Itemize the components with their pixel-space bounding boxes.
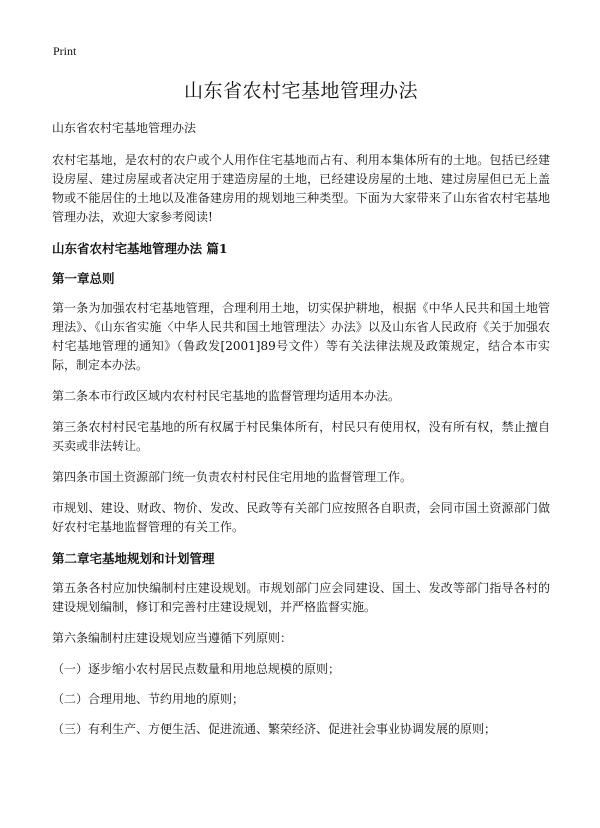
chapter-1-heading: 第一章总则 bbox=[52, 271, 115, 286]
article-6-paragraph: 第六条编制村庄建设规划应当遵循下列原则： bbox=[52, 631, 293, 645]
print-link[interactable]: Print bbox=[53, 44, 77, 58]
article-4-continuation-paragraph: 市规划、建设、财政、物价、发改、民政等有关部门应按照各自职责，会同市国土资源部门做好农村宅基地监督管理的有关工作。 bbox=[52, 501, 550, 534]
document-subtitle: 山东省农村宅基地管理办法 bbox=[52, 121, 197, 135]
article-4-paragraph: 第四条市国土资源部门统一负责农村村民住宅用地的监督管理工作。 bbox=[52, 470, 413, 484]
article-3-paragraph: 第三条农村村民宅基地的所有权属于村民集体所有，村民只有使用权，没有所有权，禁止擅自买卖或非法转让。 bbox=[52, 420, 550, 453]
principle-item-1: （一）逐步缩小农村居民点数量和用地总规模的原则； bbox=[52, 662, 341, 676]
chapter-2-heading: 第二章宅基地规划和计划管理 bbox=[52, 551, 215, 566]
page-title: 山东省农村宅基地管理办法 bbox=[183, 80, 418, 102]
article-2-paragraph: 第二条本市行政区域内农村村民宅基地的监督管理均适用本办法。 bbox=[52, 389, 401, 403]
article-heading: 山东省农村宅基地管理办法 篇1 bbox=[52, 241, 228, 256]
principle-item-3: （三）有利生产、方便生活、促进流通、繁荣经济、促进社会事业协调发展的原则； bbox=[52, 722, 497, 736]
intro-paragraph: 农村宅基地，是农村的农户或个人用作住宅基地而占有、利用本集体所有的土地。包括已经建设房屋、建过房屋或者决定用于建造房屋的土地，已经建设房屋的土地、建过房屋但已无上盖物或不能居住的土地以及准备建房用的规划地三种类型。下面为大家带来了山东省农村宅基地管理办法，欢迎大家参考阅读! bbox=[52, 153, 550, 224]
article-5-paragraph: 第五条各村应加快编制村庄建设规划。市规划部门应会同建设、国土、发改等部门指导各村的建设规划编制，修订和完善村庄建设规划，并严格监督实施。 bbox=[52, 581, 550, 614]
article-1-paragraph: 第一条为加强农村宅基地管理，合理利用土地，切实保护耕地，根据《中华人民共和国土地管理法》、《山东省实施〈中华人民共和国土地管理法〉办法》以及山东省人民政府《关于加强农村宅基地管理的通知》（鲁政发[2001]89号文件）等有关法律法规及政策规定，结合本市实际，制定本办法。 bbox=[52, 301, 550, 372]
principle-item-2: （二）合理用地、节约用地的原则； bbox=[52, 692, 245, 706]
